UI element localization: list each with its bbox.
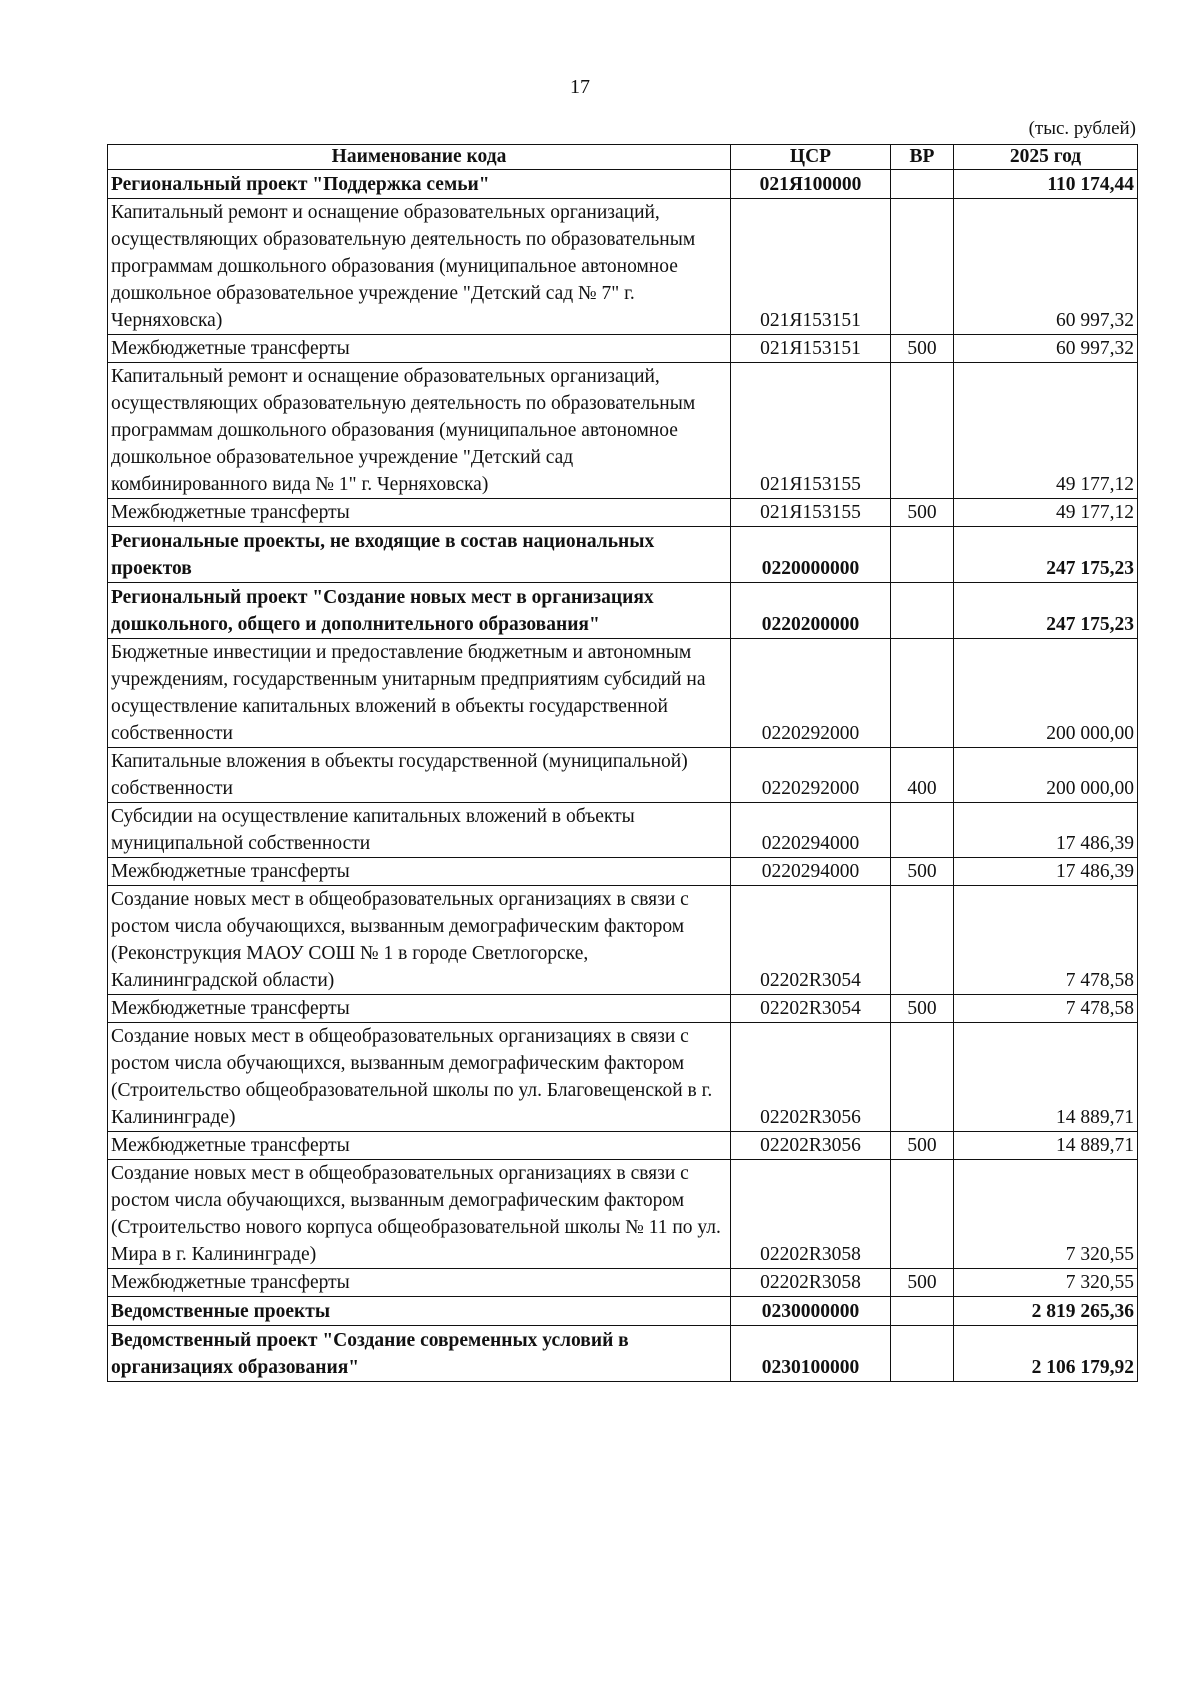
table-row bbox=[108, 886, 1138, 995]
table-row bbox=[108, 363, 1138, 499]
row-csr-cell: 0220294000 bbox=[731, 858, 891, 886]
row-name-cell: Ведомственный проект "Создание современных условий в организациях образования" bbox=[108, 1326, 731, 1382]
table-row bbox=[108, 170, 1138, 199]
row-vr-cell: 500 bbox=[891, 858, 954, 886]
row-vr-cell: 500 bbox=[891, 499, 954, 527]
row-name-cell: Создание новых мест в общеобразовательных организациях в связи с ростом числа обучающихся, вызванным демографическим фактором (Строительство нового корпуса общеобразовательной школы № 11 по ул. Мира в г. Калининграде) bbox=[108, 1160, 731, 1269]
row-name-cell: Субсидии на осуществление капитальных вложений в объекты муниципальной собственности bbox=[108, 803, 731, 858]
row-name-cell: Капитальный ремонт и оснащение образовательных организаций, осуществляющих образовательную деятельность по образовательным программам дошкольного образования (муниципальное автономное дошкольное образовательное учреждение "Детский сад № 7" г. Черняховска) bbox=[108, 199, 731, 335]
table-row bbox=[108, 1326, 1138, 1382]
table-row bbox=[108, 995, 1138, 1023]
row-sum-cell: 7 478,58 bbox=[954, 995, 1138, 1023]
row-csr-cell: 0220200000 bbox=[731, 583, 891, 639]
table-header-row bbox=[108, 145, 1138, 170]
table-row bbox=[108, 199, 1138, 335]
row-name-cell: Ведомственные проекты bbox=[108, 1297, 731, 1326]
row-csr-cell: 02202R3056 bbox=[731, 1132, 891, 1160]
row-csr-cell: 0220294000 bbox=[731, 803, 891, 858]
table-row bbox=[108, 803, 1138, 858]
table-row bbox=[108, 1023, 1138, 1132]
table-row bbox=[108, 1297, 1138, 1326]
row-vr-cell bbox=[891, 1160, 954, 1269]
row-vr-cell: 500 bbox=[891, 995, 954, 1023]
row-sum-cell: 200 000,00 bbox=[954, 639, 1138, 748]
row-name-cell: Межбюджетные трансферты bbox=[108, 1269, 731, 1297]
row-csr-cell: 021Я153155 bbox=[731, 499, 891, 527]
row-vr-cell bbox=[891, 170, 954, 199]
row-sum-cell: 14 889,71 bbox=[954, 1023, 1138, 1132]
header-vr: ВР bbox=[891, 145, 954, 170]
row-sum-cell: 7 320,55 bbox=[954, 1160, 1138, 1269]
row-csr-cell: 0230100000 bbox=[731, 1326, 891, 1382]
row-vr-cell: 500 bbox=[891, 335, 954, 363]
row-name-cell: Региональный проект "Поддержка семьи" bbox=[108, 170, 731, 199]
row-sum-cell: 49 177,12 bbox=[954, 363, 1138, 499]
row-csr-cell: 02202R3054 bbox=[731, 995, 891, 1023]
table-row bbox=[108, 1269, 1138, 1297]
table-row bbox=[108, 527, 1138, 583]
row-vr-cell bbox=[891, 1326, 954, 1382]
table-row bbox=[108, 583, 1138, 639]
row-vr-cell bbox=[891, 363, 954, 499]
row-sum-cell: 17 486,39 bbox=[954, 803, 1138, 858]
header-year: 2025 год bbox=[954, 145, 1138, 170]
row-sum-cell: 17 486,39 bbox=[954, 858, 1138, 886]
table-row bbox=[108, 858, 1138, 886]
row-csr-cell: 02202R3058 bbox=[731, 1269, 891, 1297]
row-sum-cell: 14 889,71 bbox=[954, 1132, 1138, 1160]
row-name-cell: Капитальные вложения в объекты государственной (муниципальной) собственности bbox=[108, 748, 731, 803]
row-sum-cell: 2 819 265,36 bbox=[954, 1297, 1138, 1326]
row-sum-cell: 7 320,55 bbox=[954, 1269, 1138, 1297]
row-name-cell: Капитальный ремонт и оснащение образовательных организаций, осуществляющих образовательную деятельность по образовательным программам дошкольного образования (муниципальное автономное дошкольное образовательное учреждение "Детский сад комбинированного вида № 1" г. Черняховска) bbox=[108, 363, 731, 499]
row-name-cell: Межбюджетные трансферты bbox=[108, 335, 731, 363]
row-csr-cell: 0220000000 bbox=[731, 527, 891, 583]
row-name-cell: Региональный проект "Создание новых мест в организациях дошкольного, общего и дополнительного образования" bbox=[108, 583, 731, 639]
row-name-cell: Создание новых мест в общеобразовательных организациях в связи с ростом числа обучающихся, вызванным демографическим фактором (Строительство общеобразовательной школы по ул. Благовещенской в г. Калининграде) bbox=[108, 1023, 731, 1132]
row-csr-cell: 02202R3056 bbox=[731, 1023, 891, 1132]
row-sum-cell: 200 000,00 bbox=[954, 748, 1138, 803]
row-name-cell: Межбюджетные трансферты bbox=[108, 1132, 731, 1160]
row-name-cell: Бюджетные инвестиции и предоставление бюджетным и автономным учреждениям, государственным унитарным предприятиям субсидий на осуществление капитальных вложений в объекты государственной собственности bbox=[108, 639, 731, 748]
budget-table bbox=[107, 144, 1138, 1382]
row-vr-cell bbox=[891, 803, 954, 858]
row-csr-cell: 0230000000 bbox=[731, 1297, 891, 1326]
table-row bbox=[108, 335, 1138, 363]
row-csr-cell: 02202R3058 bbox=[731, 1160, 891, 1269]
row-name-cell: Межбюджетные трансферты bbox=[108, 499, 731, 527]
row-name-cell: Создание новых мест в общеобразовательных организациях в связи с ростом числа обучающихся, вызванным демографическим фактором (Реконструкция МАОУ СОШ № 1 в городе Светлогорске, Калининградской области) bbox=[108, 886, 731, 995]
table-row bbox=[108, 1160, 1138, 1269]
row-vr-cell: 500 bbox=[891, 1132, 954, 1160]
row-csr-cell: 021Я153151 bbox=[731, 199, 891, 335]
header-name: Наименование кода bbox=[108, 145, 731, 170]
row-sum-cell: 2 106 179,92 bbox=[954, 1326, 1138, 1382]
row-name-cell: Межбюджетные трансферты bbox=[108, 995, 731, 1023]
table-row bbox=[108, 748, 1138, 803]
row-csr-cell: 021Я153155 bbox=[731, 363, 891, 499]
row-sum-cell: 110 174,44 bbox=[954, 170, 1138, 199]
table-row bbox=[108, 499, 1138, 527]
row-sum-cell: 49 177,12 bbox=[954, 499, 1138, 527]
row-vr-cell bbox=[891, 583, 954, 639]
row-name-cell: Региональные проекты, не входящие в состав национальных проектов bbox=[108, 527, 731, 583]
row-vr-cell bbox=[891, 1023, 954, 1132]
row-csr-cell: 021Я153151 bbox=[731, 335, 891, 363]
header-csr: ЦСР bbox=[731, 145, 891, 170]
row-sum-cell: 247 175,23 bbox=[954, 583, 1138, 639]
row-sum-cell: 60 997,32 bbox=[954, 199, 1138, 335]
row-sum-cell: 7 478,58 bbox=[954, 886, 1138, 995]
row-name-cell: Межбюджетные трансферты bbox=[108, 858, 731, 886]
row-vr-cell bbox=[891, 199, 954, 335]
row-sum-cell: 247 175,23 bbox=[954, 527, 1138, 583]
row-csr-cell: 02202R3054 bbox=[731, 886, 891, 995]
row-sum-cell: 60 997,32 bbox=[954, 335, 1138, 363]
row-vr-cell: 500 bbox=[891, 1269, 954, 1297]
row-vr-cell bbox=[891, 639, 954, 748]
unit-note: (тыс. рублей) bbox=[1028, 118, 1136, 139]
row-csr-cell: 0220292000 bbox=[731, 748, 891, 803]
row-vr-cell bbox=[891, 1297, 954, 1326]
row-vr-cell bbox=[891, 527, 954, 583]
row-vr-cell: 400 bbox=[891, 748, 954, 803]
row-vr-cell bbox=[891, 886, 954, 995]
row-csr-cell: 021Я100000 bbox=[731, 170, 891, 199]
page-number: 17 bbox=[570, 76, 590, 98]
row-csr-cell: 0220292000 bbox=[731, 639, 891, 748]
table-row bbox=[108, 1132, 1138, 1160]
table-row bbox=[108, 639, 1138, 748]
